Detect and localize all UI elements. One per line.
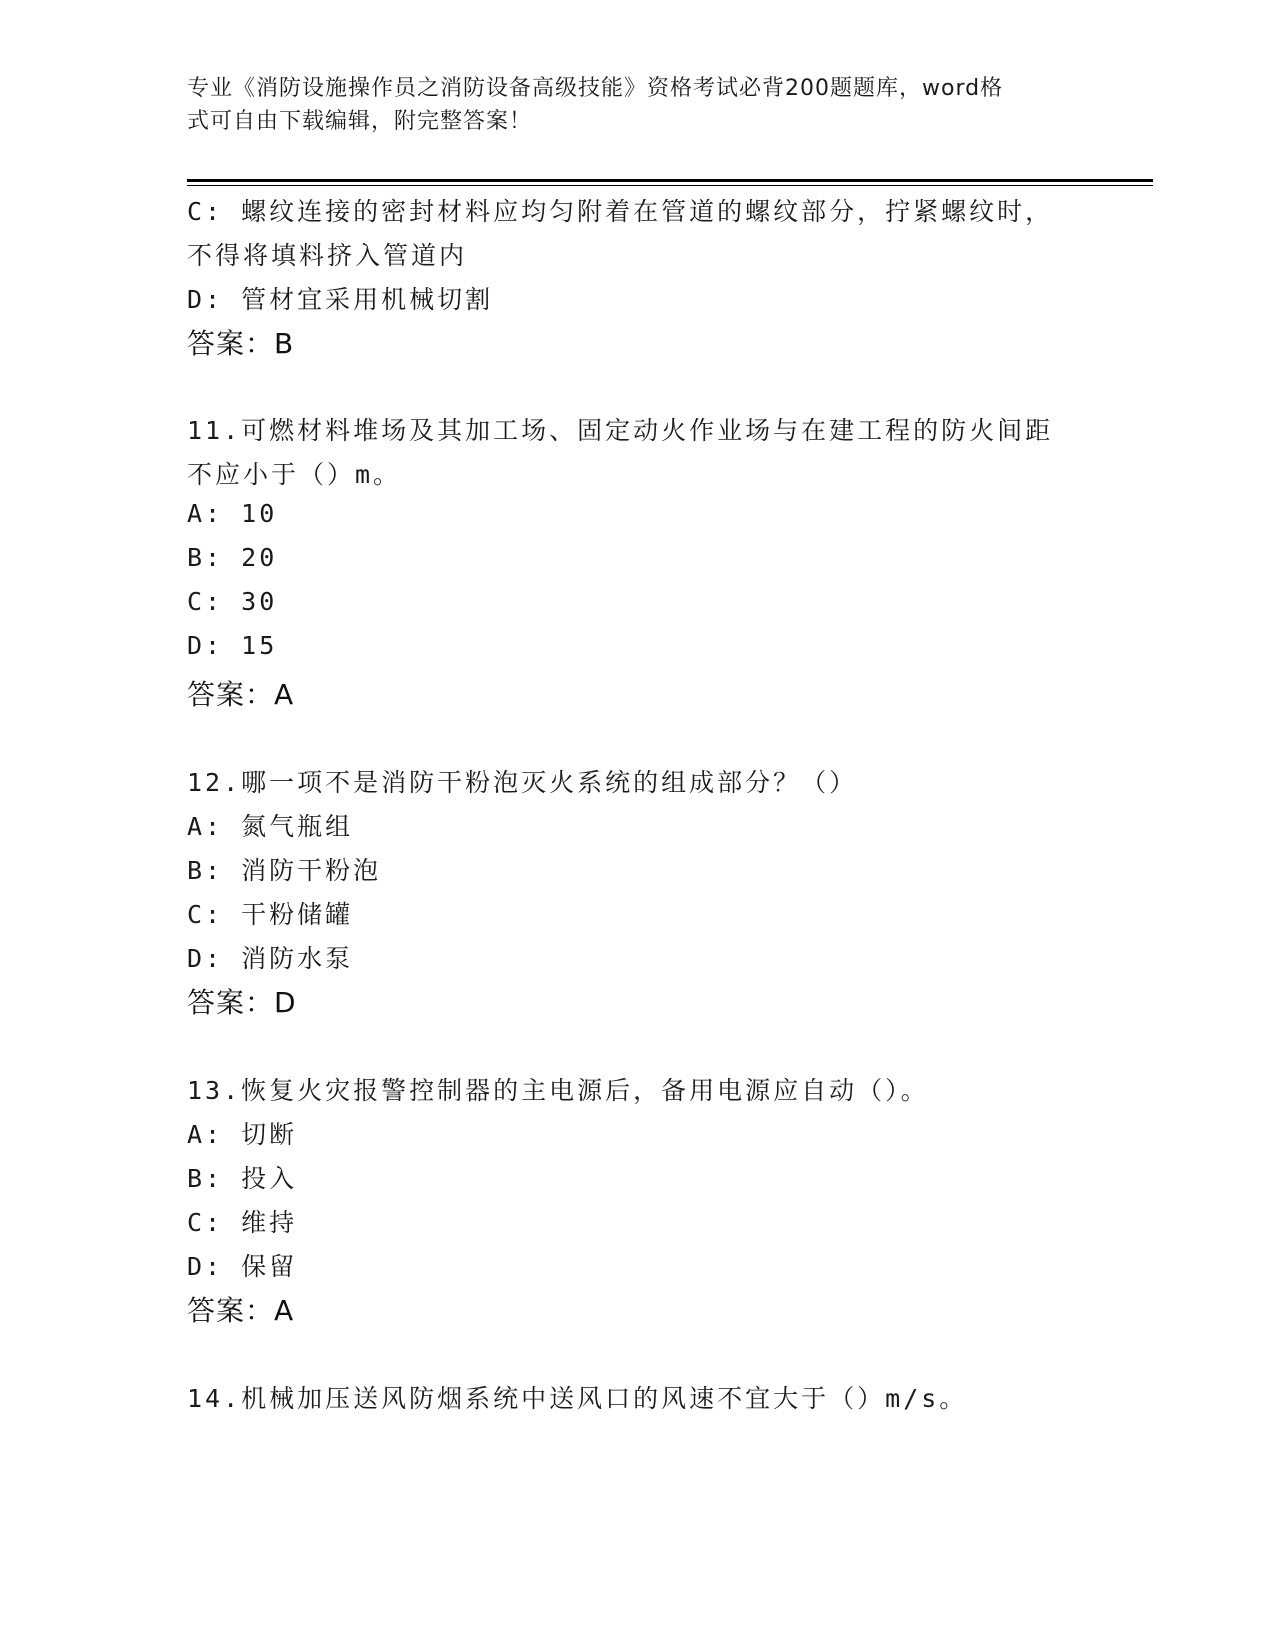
q11-answer: 答案：A [187, 678, 295, 711]
q12-option-b: B: 消防干粉泡 [187, 856, 382, 885]
q13-answer: 答案：A [187, 1294, 295, 1327]
q11-option-c: C: 30 [187, 587, 278, 616]
q11-option-d: D: 15 [187, 631, 278, 660]
q12-option-d: D: 消防水泵 [187, 944, 354, 973]
q11-option-a: A: 10 [187, 499, 278, 528]
header-divider-thick [187, 179, 1153, 182]
q13-stem: 13.恢复火灾报警控制器的主电源后，备用电源应自动（）。 [187, 1076, 929, 1105]
header-line-1: 专业《消防设施操作员之消防设备高级技能》资格考试必背200题题库，word格 [187, 76, 1004, 101]
q12-answer: 答案：D [187, 986, 297, 1019]
q13-option-d: D: 保留 [187, 1252, 298, 1281]
document-header [187, 72, 1067, 138]
header-divider-thin [187, 185, 1153, 186]
q13-option-a: A: 切断 [187, 1120, 298, 1149]
q11-stem-line-2: 不应小于（）m。 [187, 460, 402, 489]
q10-option-c-line-1: C: 螺纹连接的密封材料应均匀附着在管道的螺纹部分，拧紧螺纹时， [187, 197, 1054, 226]
q13-option-b: B: 投入 [187, 1164, 298, 1193]
q10-option-d: D: 管材宜采用机械切割 [187, 285, 494, 314]
q12-stem: 12.哪一项不是消防干粉泡灭火系统的组成部分？（） [187, 768, 858, 797]
q13-option-c: C: 维持 [187, 1208, 298, 1237]
q12-option-c: C: 干粉储罐 [187, 900, 354, 929]
q11-stem-line-1: 11.可燃材料堆场及其加工场、固定动火作业场与在建工程的防火间距 [187, 416, 1054, 445]
header-line-2: 式可自由下载编辑，附完整答案！ [187, 109, 533, 134]
q14-stem: 14.机械加压送风防烟系统中送风口的风速不宜大于（）m/s。 [187, 1384, 968, 1413]
q10-answer: 答案：B [187, 327, 295, 360]
q12-option-a: A: 氮气瓶组 [187, 812, 354, 841]
q11-option-b: B: 20 [187, 543, 278, 572]
q10-option-c-line-2: 不得将填料挤入管道内 [187, 241, 468, 270]
